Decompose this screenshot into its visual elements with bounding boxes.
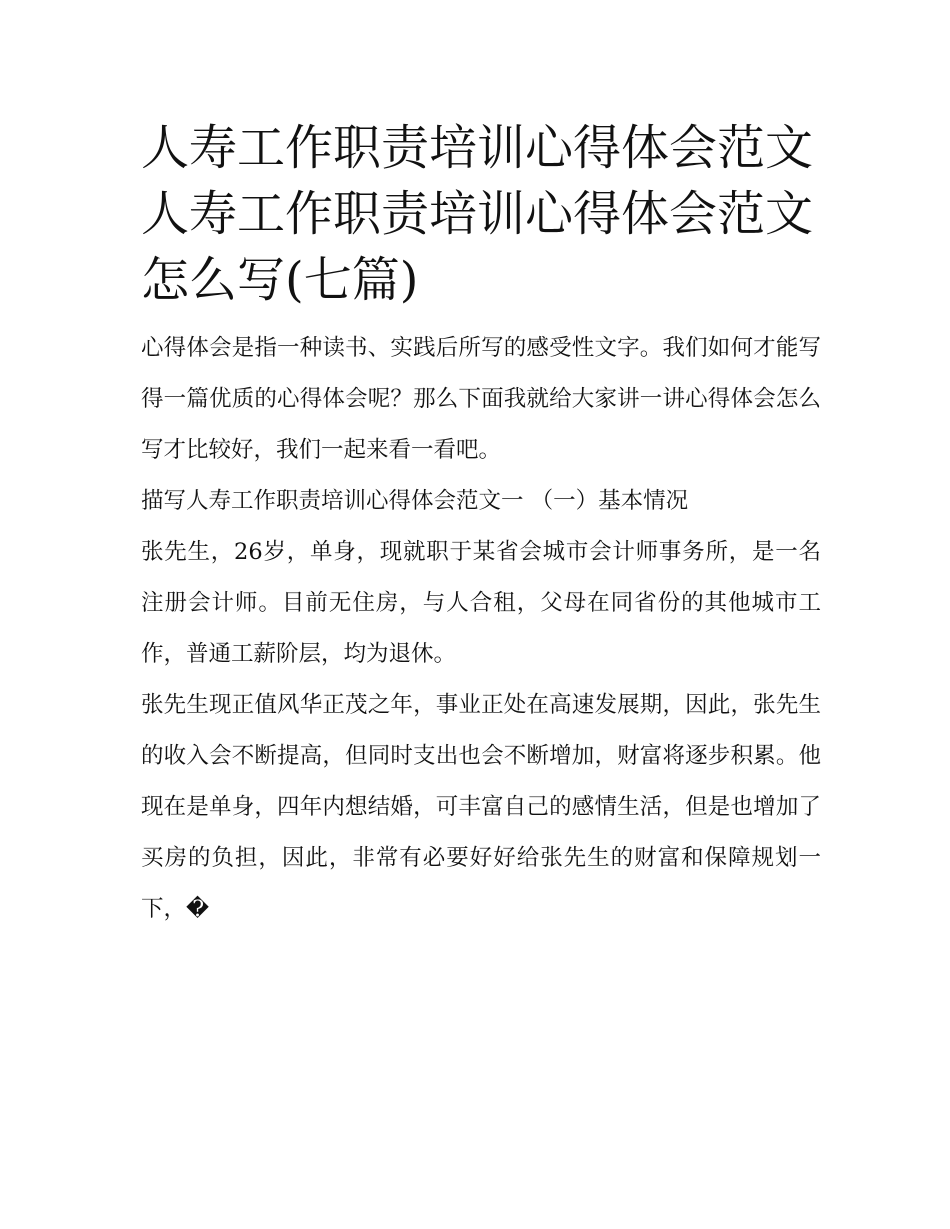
basic-info-paragraph: 张先生，26岁，单身，现就职于某省会城市会计师事务所，是一名注册会计师。目前无住房，与人合租，父母在同省份的其他城市工作，普通工薪阶层，均为退休。 (141, 539, 821, 667)
document-title: 人寿工作职责培训心得体会范文 人寿工作职责培训心得体会范文怎么写(七篇) (141, 120, 814, 308)
section-heading-paragraph: 描写人寿工作职责培训心得体会范文一 （一）基本情况 (141, 488, 689, 514)
document-content (141, 115, 821, 935)
analysis-paragraph: 张先生现正值风华正茂之年，事业正处在高速发展期，因此，张先生的收入会不断提高，但同时支出也会不断增加，财富将逐步积累。他现在是单身，四年内想结婚，可丰富自己的感情生活，但是也增加了买房的负担，因此，非常有必要好好给张先生的财富和保障规划一下，� (141, 692, 821, 922)
intro-paragraph: 心得体会是指一种读书、实践后所写的感受性文字。我们如何才能写得一篇优质的心得体会呢？那么下面我就给大家讲一讲心得体会怎么写才比较好，我们一起来看一看吧。 (141, 335, 821, 463)
document-body (141, 323, 821, 935)
